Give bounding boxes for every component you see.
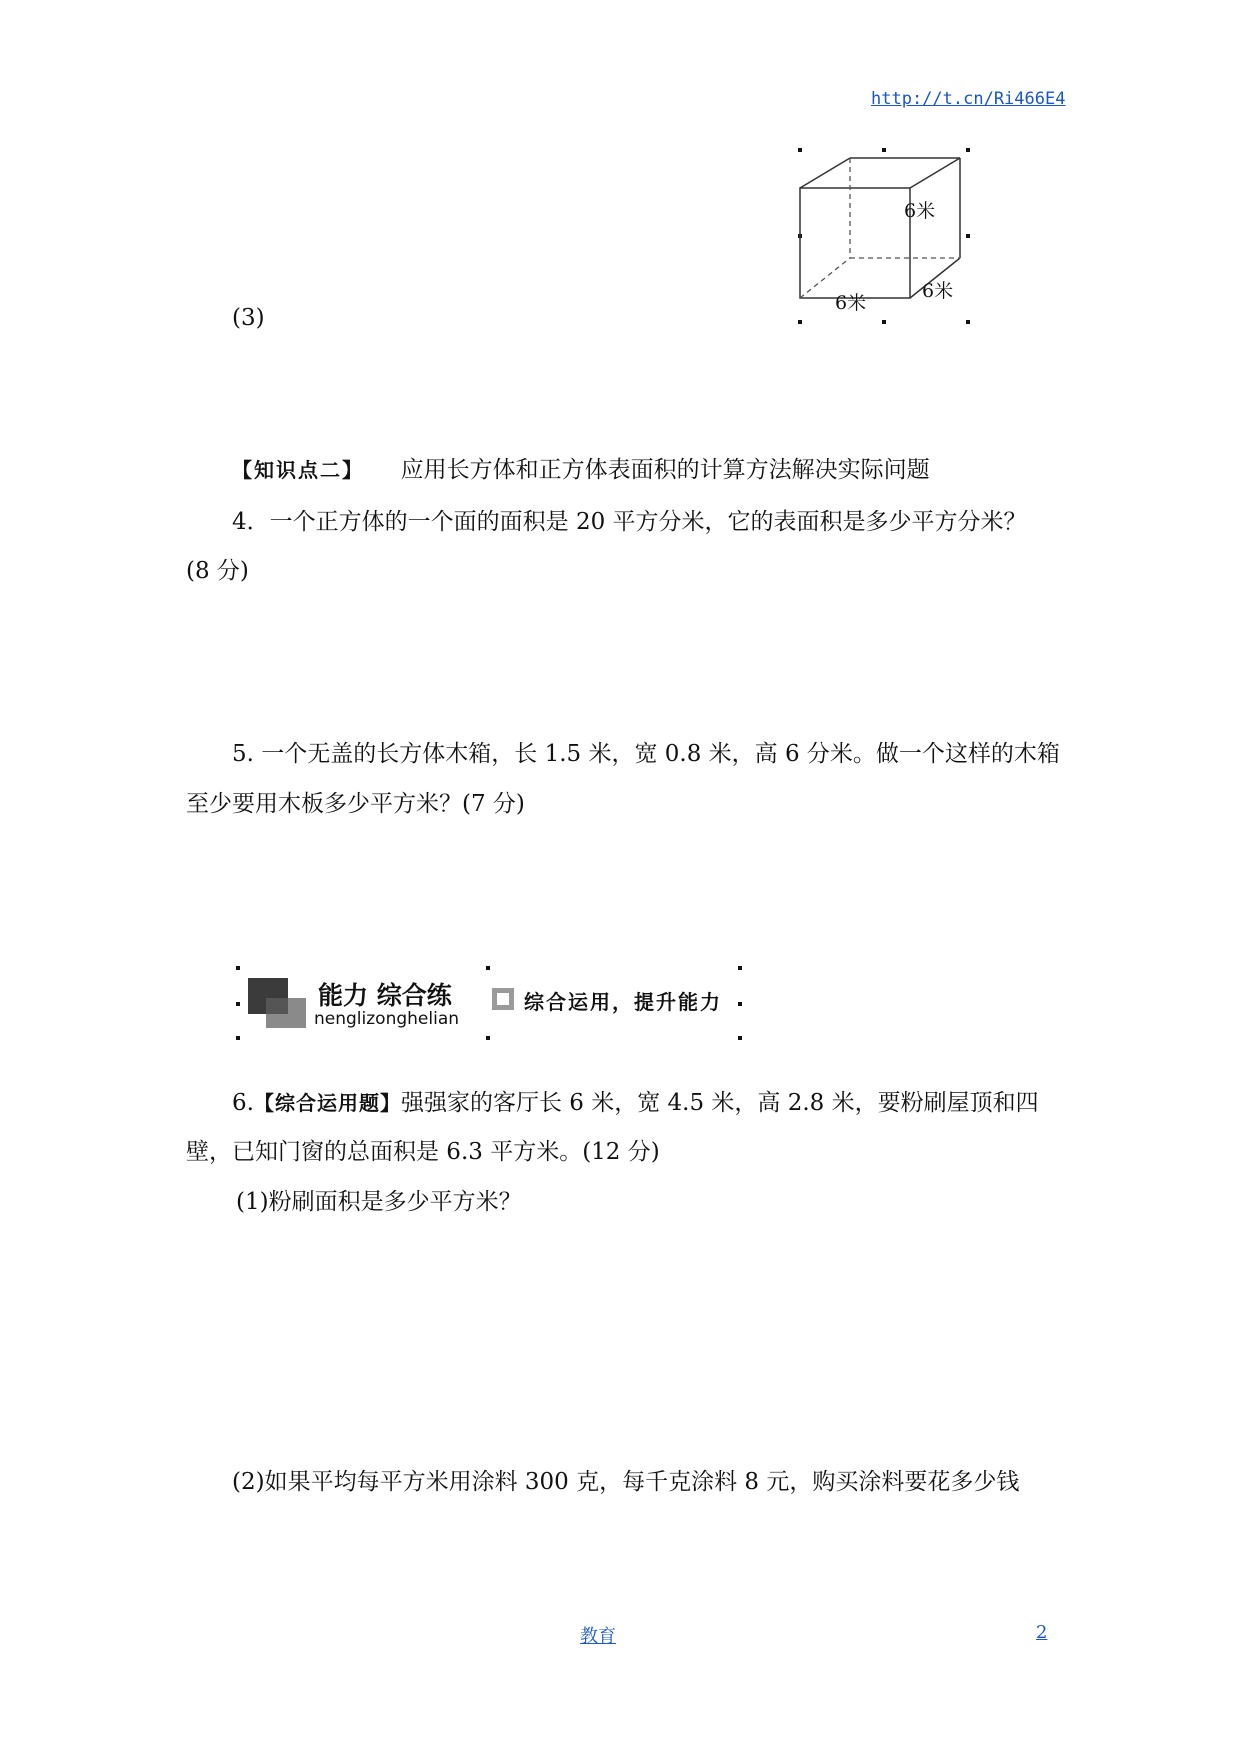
q4-line2: (8 分) bbox=[186, 558, 249, 584]
q4-line1: 4．一个正方体的一个面的面积是 20 平方分米，它的表面积是多少平方分米？ bbox=[232, 509, 1027, 535]
q6-line1-text: 强强家的客厅长 6 米，宽 4.5 米，高 2.8 米，要粉刷屋顶和四 bbox=[400, 1090, 1039, 1116]
width-label: 6米 bbox=[835, 292, 867, 314]
cube-diagram bbox=[790, 128, 990, 328]
handle-dot bbox=[738, 1002, 742, 1006]
cube-figure bbox=[790, 128, 990, 328]
knowledge-point-tag: 【知识点二】 bbox=[232, 458, 364, 482]
handle-dot bbox=[738, 966, 742, 970]
knowledge-point-title: 应用长方体和正方体表面积的计算方法解决实际问题 bbox=[400, 457, 930, 483]
q6-line2: 壁，已知门窗的总面积是 6.3 平方米。(12 分) bbox=[186, 1139, 660, 1165]
q6-line1 bbox=[232, 1088, 1039, 1118]
knowledge-point-heading bbox=[232, 455, 930, 485]
handle-dot bbox=[236, 1002, 240, 1006]
square-icon bbox=[492, 988, 514, 1010]
header-url[interactable]: http://t.cn/Ri466E4 bbox=[871, 89, 1066, 109]
section-banner bbox=[234, 966, 744, 1040]
q5-line2: 至少要用木板多少平方米？(7 分) bbox=[186, 791, 525, 817]
handle-dot bbox=[486, 1036, 490, 1040]
banner-motto: 综合运用，提升能力 bbox=[524, 990, 722, 1014]
q6-number: 6. bbox=[232, 1090, 254, 1116]
handle-dot bbox=[236, 966, 240, 970]
q5-line1: 5. 一个无盖的长方体木箱，长 1.5 米，宽 0.8 米，高 6 分米。做一个这样的木箱 bbox=[232, 741, 1060, 767]
figure-label: (3) bbox=[232, 305, 265, 331]
banner-logo-icon bbox=[248, 978, 310, 1028]
page-number[interactable]: 2 bbox=[1036, 1622, 1048, 1643]
q6-tag: 【综合运用题】 bbox=[253, 1091, 401, 1115]
banner-pinyin: nenglizonghelian bbox=[314, 1009, 460, 1029]
handle-dot bbox=[486, 966, 490, 970]
handle-dot bbox=[738, 1036, 742, 1040]
banner-title: 能力 综合练 bbox=[318, 981, 452, 1010]
handle-dot bbox=[236, 1036, 240, 1040]
height-label: 6米 bbox=[904, 200, 936, 222]
q6-sub2: (2)如果平均每平方米用涂料 300 克，每千克涂料 8 元，购买涂料要花多少钱 bbox=[232, 1469, 1020, 1495]
footer-center-link[interactable]: 教育 bbox=[580, 1626, 616, 1647]
depth-label: 6米 bbox=[922, 280, 954, 302]
q6-sub1: (1)粉刷面积是多少平方米？ bbox=[236, 1189, 522, 1215]
